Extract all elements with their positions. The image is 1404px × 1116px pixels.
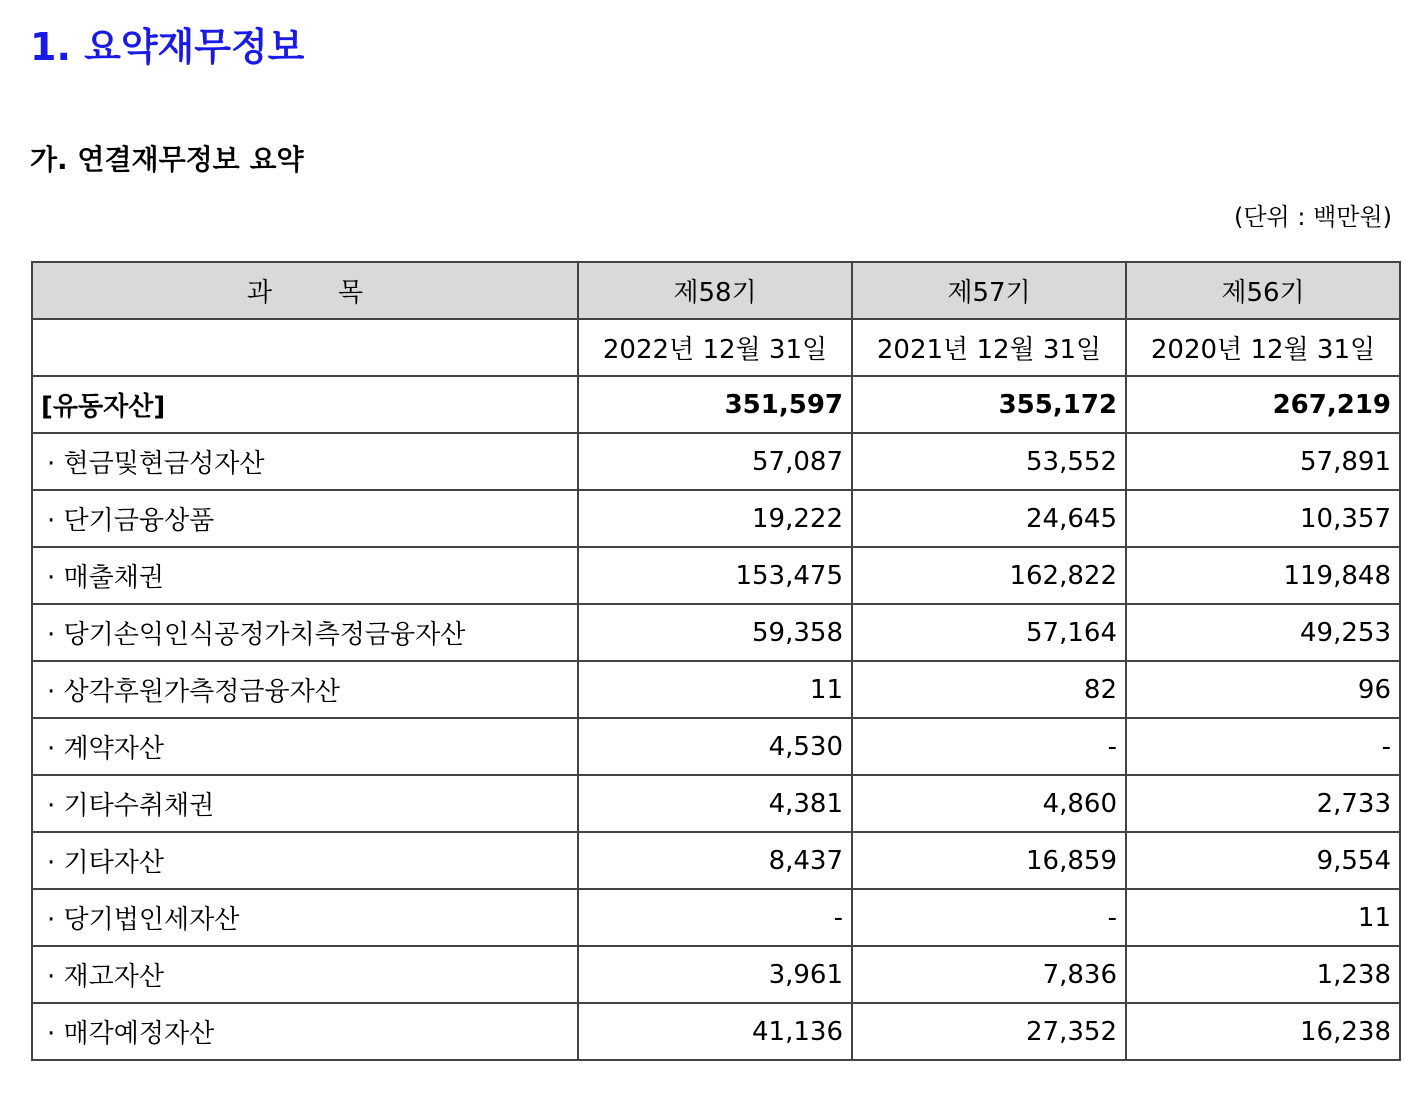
row-value: 4,860: [852, 775, 1126, 832]
table-body: [32, 376, 1400, 1060]
row-value: 57,891: [1126, 433, 1400, 490]
unit-note: (단위 : 백만원): [1234, 203, 1392, 231]
table-row: [32, 718, 1400, 775]
row-value: 1,238: [1126, 946, 1400, 1003]
row-value: -: [852, 718, 1126, 775]
date-header: 2020년 12월 31일: [1126, 319, 1400, 376]
row-value: 10,357: [1126, 490, 1400, 547]
row-value: 19,222: [578, 490, 852, 547]
row-value: 4,381: [578, 775, 852, 832]
row-value: -: [852, 889, 1126, 946]
row-value: 57,164: [852, 604, 1126, 661]
table-row: [32, 832, 1400, 889]
date-header-row: [32, 319, 1400, 376]
row-value: 16,238: [1126, 1003, 1400, 1060]
row-value: -: [578, 889, 852, 946]
table-row: [32, 376, 1400, 433]
subject-header: 과 목: [32, 262, 578, 319]
row-label: · 당기손익인식공정가치측정금융자산: [32, 604, 578, 661]
row-value: 53,552: [852, 433, 1126, 490]
table-row: [32, 889, 1400, 946]
date-header: 2022년 12월 31일: [578, 319, 852, 376]
row-label: · 현금및현금성자산: [32, 433, 578, 490]
row-value: 59,358: [578, 604, 852, 661]
period-header-row: [32, 262, 1400, 319]
row-label: · 계약자산: [32, 718, 578, 775]
row-value: 9,554: [1126, 832, 1400, 889]
table-row: [32, 1003, 1400, 1060]
section-title: 가. 연결재무정보 요약: [30, 143, 304, 176]
row-label: · 매출채권: [32, 547, 578, 604]
table-row: [32, 661, 1400, 718]
row-value: 16,859: [852, 832, 1126, 889]
row-value: 3,961: [578, 946, 852, 1003]
table-row: [32, 775, 1400, 832]
table-row: [32, 547, 1400, 604]
row-value: 24,645: [852, 490, 1126, 547]
period-header: 제57기: [852, 262, 1126, 319]
row-value: 153,475: [578, 547, 852, 604]
row-label: · 기타수취채권: [32, 775, 578, 832]
row-value: 355,172: [852, 376, 1126, 433]
row-value: -: [1126, 718, 1400, 775]
financial-summary-table: [31, 261, 1401, 1061]
page-title: 1. 요약재무정보: [30, 25, 305, 69]
row-value: 11: [578, 661, 852, 718]
row-value: 119,848: [1126, 547, 1400, 604]
date-header: 2021년 12월 31일: [852, 319, 1126, 376]
row-value: 96: [1126, 661, 1400, 718]
row-value: 7,836: [852, 946, 1126, 1003]
row-value: 267,219: [1126, 376, 1400, 433]
row-label: · 단기금융상품: [32, 490, 578, 547]
row-label: · 매각예정자산: [32, 1003, 578, 1060]
period-header: 제56기: [1126, 262, 1400, 319]
row-label: · 당기법인세자산: [32, 889, 578, 946]
row-value: 8,437: [578, 832, 852, 889]
row-label: · 상각후원가측정금융자산: [32, 661, 578, 718]
row-value: 162,822: [852, 547, 1126, 604]
table-row: [32, 433, 1400, 490]
row-value: 11: [1126, 889, 1400, 946]
table-row: [32, 946, 1400, 1003]
row-value: 2,733: [1126, 775, 1400, 832]
subject-header-blank: [32, 319, 578, 376]
row-value: 4,530: [578, 718, 852, 775]
table-row: [32, 604, 1400, 661]
row-label: · 재고자산: [32, 946, 578, 1003]
table-row: [32, 490, 1400, 547]
row-value: 82: [852, 661, 1126, 718]
row-value: 49,253: [1126, 604, 1400, 661]
row-label: · 기타자산: [32, 832, 578, 889]
row-label: [유동자산]: [32, 376, 578, 433]
row-value: 351,597: [578, 376, 852, 433]
period-header: 제58기: [578, 262, 852, 319]
row-value: 41,136: [578, 1003, 852, 1060]
row-value: 57,087: [578, 433, 852, 490]
row-value: 27,352: [852, 1003, 1126, 1060]
